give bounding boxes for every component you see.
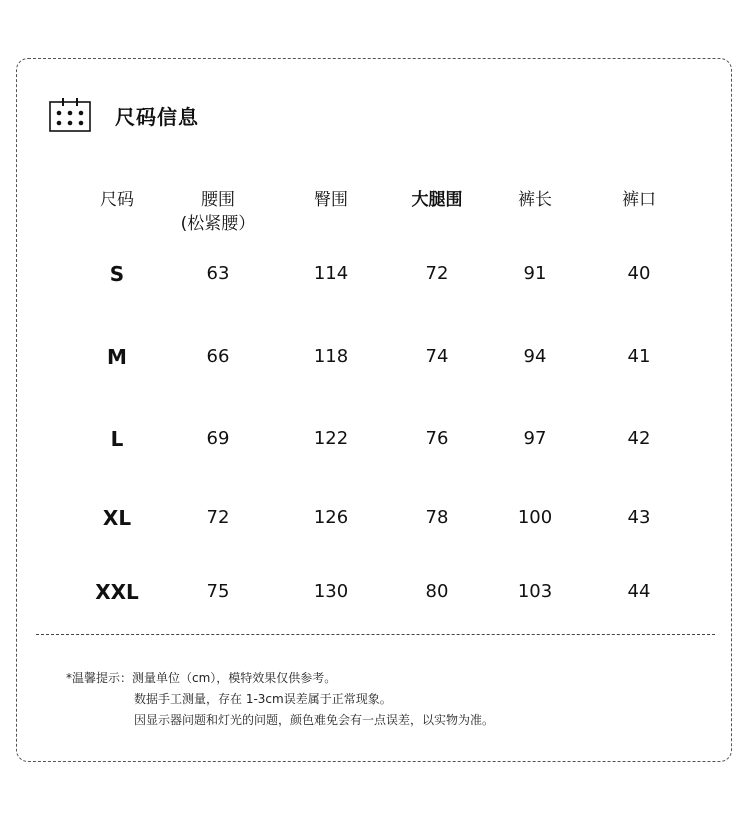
column-header: [412, 188, 463, 212]
table-cell: 75: [206, 581, 230, 602]
table-cell: 72: [206, 507, 230, 528]
table-cell: 74: [425, 346, 449, 367]
table-cell: 100: [517, 507, 553, 528]
column-header-label: 裤长: [518, 190, 552, 210]
table-cell: 126: [313, 507, 349, 528]
column-header: [314, 188, 348, 212]
size-label: XXL: [95, 580, 139, 604]
table-cell: 41: [627, 346, 651, 367]
table-cell: 72: [425, 263, 449, 284]
table-cell: 63: [206, 263, 230, 284]
table-cell: 43: [627, 507, 651, 528]
table-cell: 94: [523, 346, 547, 367]
divider: [36, 634, 715, 635]
size-label: S: [109, 262, 125, 286]
column-header: [100, 188, 134, 212]
table-cell: 76: [425, 428, 449, 449]
table-cell: 42: [627, 428, 651, 449]
column-header-sublabel: (松紧腰）: [180, 214, 256, 234]
column-header: [518, 188, 552, 212]
column-header-label: 大腿围: [411, 190, 463, 210]
table-cell: 91: [523, 263, 547, 284]
size-label: M: [107, 345, 127, 369]
note-line: 数据手工测量，存在 1-3cm误差属于正常现象。: [134, 692, 392, 706]
column-header-label: 腰围: [200, 190, 235, 210]
section-title: 尺码信息: [115, 104, 199, 129]
notes: [66, 668, 494, 731]
table-cell: 97: [523, 428, 547, 449]
table-cell: 66: [206, 346, 230, 367]
calendar-grid-icon: [49, 98, 91, 132]
column-header-label: 尺码: [100, 190, 134, 210]
column-header: [622, 188, 656, 212]
size-info-card: [16, 58, 732, 762]
note-line: *温馨提示：测量单位（cm），模特效果仅供参考。: [66, 671, 337, 685]
column-header-label: 臀围: [314, 190, 348, 210]
note-line: 因显示器问题和灯光的问题，颜色难免会有一点误差，以实物为准。: [134, 713, 495, 727]
table-cell: 103: [517, 581, 553, 602]
table-cell: 114: [313, 263, 349, 284]
table-cell: 69: [206, 428, 230, 449]
table-cell: 78: [425, 507, 449, 528]
column-header: [181, 188, 256, 236]
size-label: XL: [102, 506, 132, 530]
table-cell: 118: [313, 346, 349, 367]
table-cell: 122: [313, 428, 349, 449]
table-cell: 80: [425, 581, 449, 602]
table-cell: 40: [627, 263, 651, 284]
table-cell: 44: [627, 581, 651, 602]
column-header-label: 裤口: [622, 190, 656, 210]
size-label: L: [110, 427, 124, 451]
table-cell: 130: [313, 581, 349, 602]
section-header: [49, 98, 199, 132]
